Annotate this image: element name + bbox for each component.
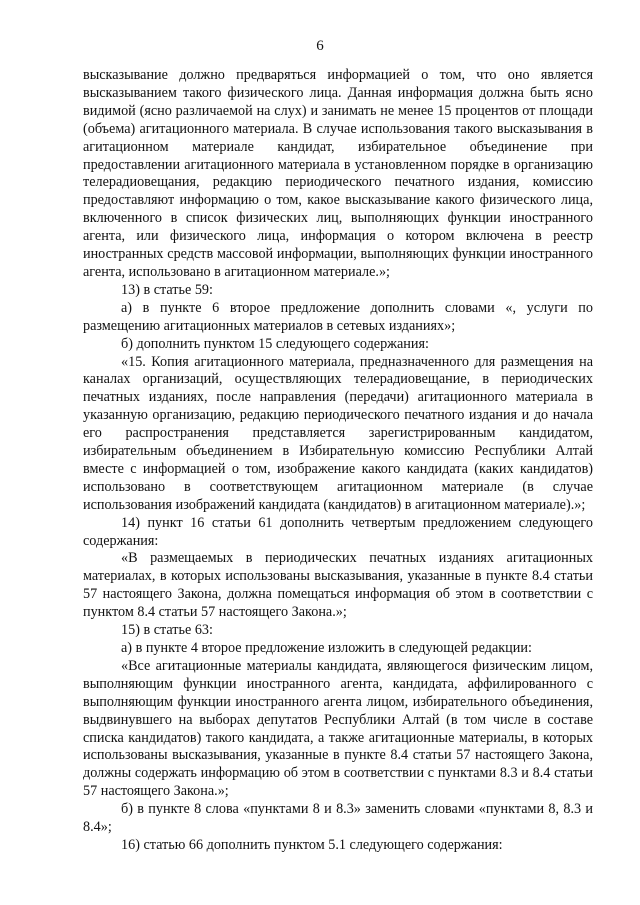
paragraph-4: б) дополнить пунктом 15 следующего содержания: <box>121 335 429 352</box>
paragraph-9: а) в пункте 4 второе предложение изложить в следующей редакции: <box>121 640 532 656</box>
paragraph-6: 14) пункт 16 статьи 61 дополнить четвертым предложением следующего содержания: <box>83 514 593 549</box>
paragraph-3: а) в пункте 6 второе предложение дополнить словами «, услуги по размещению агитационных материалов в сетевых изданиях»; <box>83 299 593 334</box>
paragraph-8: 15) в статье 63: <box>121 622 213 639</box>
page-number: 6 <box>316 38 324 54</box>
paragraph-11: б) в пункте 8 слова «пунктами 8 и 8.3» заменить словами «пунктами 8, 8.3 и 8.4»; <box>83 801 593 836</box>
document-body <box>83 67 593 855</box>
paragraph-7: «В размещаемых в периодических печатных изданиях агитационных материалах, в которых использованы высказывания, указанные в пункте 8.4 статьи 57 настоящего Закона, должна помещаться информация об этом в соответствии с пунктом 8.4 статьи 57 настоящего Закона.»; <box>83 550 593 621</box>
paragraph-10: «Все агитационные материалы кандидата, являющегося физическим лицом, выполняющим функции иностранного агента, кандидата, аффилированного с выполняющим функции иностранного агента лицом, избирательного объединения, выдвинувшего на выборах депутатов Республики Алтай (в том числе в составе списка кандидатов) такого кандидата, а также агитационные материалы, в которых использованы высказывания, указанные в пункте 8.4 статьи 57 настоящего Закона, должны содержать информацию об этом в соответствии с пунктами 8.3 и 8.4 статьи 57 настоящего Закона.»; <box>83 657 593 800</box>
paragraph-5: «15. Копия агитационного материала, предназначенного для размещения на каналах организаций, осуществляющих телерадиовещание, в периодических печатных изданиях, после направления (передачи) агитационного материала в указанную организацию, редакцию периодического печатного издания и до начала его распространения представляется зарегистрированным кандидатом, избирательным объединением в Избирательную комиссию Республики Алтай вместе с информацией о том, изображение какого кандидата (каких кандидатов) использовано в соответствующем агитационном материале (в случае использования изображений кандидата (кандидатов) в агитационном материале).»; <box>83 353 593 513</box>
paragraph-12: 16) статью 66 дополнить пунктом 5.1 следующего содержания: <box>121 836 503 853</box>
paragraph-2: 13) в статье 59: <box>121 281 213 298</box>
paragraph-1: высказывание должно предваряться информацией о том, что оно является высказыванием такого физического лица. Данная информация должна быть ясно видимой (ясно различаемой на слух) и занимать не менее 15 процентов от площади (объема) агитационного материала. В случае использования такого высказывания в агитационном материале кандидат, избирательное объединение при предоставлении агитационного материала в установленном порядке в организацию телерадиовещания, редакцию периодического печатного издания, комиссию предоставляют информацию о том, какое высказывание какого физического лица, включенного в список физических лиц, выполняющих функции иностранного агента, или физического лица, информация о котором включена в реестр иностранных средств массовой информации, выполняющих функции иностранного агента, использовано в агитационном материале.»; <box>83 67 593 280</box>
